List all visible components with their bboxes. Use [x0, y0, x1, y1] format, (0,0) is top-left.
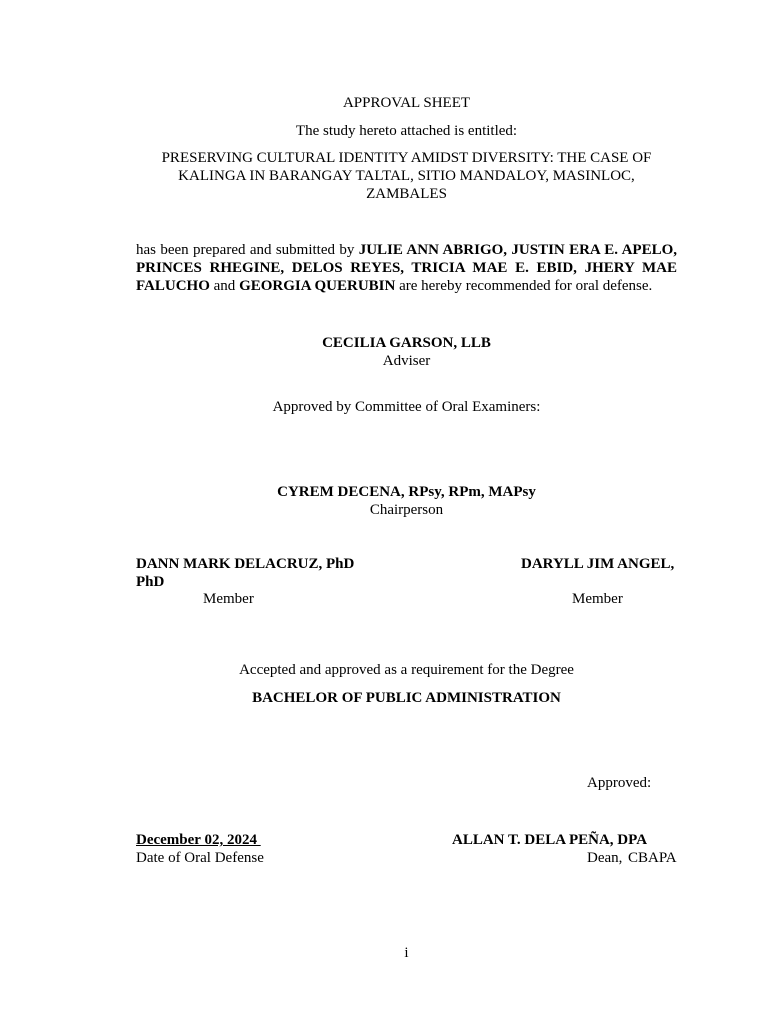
intro-text: The study hereto attached is entitled:	[295, 123, 518, 139]
page-number: i	[404, 945, 409, 961]
dean-name: ALLAN T. DELA PEÑA, DPA	[452, 832, 648, 848]
member-left-role: Member	[203, 591, 254, 607]
degree-name: BACHELOR OF PUBLIC ADMINISTRATION	[252, 690, 561, 706]
chair-name: CYREM DECENA, RPsy, RPm, MAPsy	[277, 484, 536, 500]
committee-intro: Approved by Committee of Oral Examiners:	[272, 399, 541, 415]
member-right-name: DARYLL JIM ANGEL,	[521, 556, 675, 572]
submission-tail: are hereby recommended for oral defense.	[395, 278, 653, 294]
member-left-name-line2: PhD	[136, 574, 165, 590]
authors: JULIE ANN ABRIGO, JUSTIN ERA E. APELO, PRINCES RHEGINE, DELOS REYES, TRICIA MAE E. EBID, JHERY MAE FALUCHO	[136, 242, 677, 294]
degree-intro: Accepted and approved as a requirement for the Degree	[239, 662, 574, 678]
chair-role: Chairperson	[369, 502, 444, 518]
heading: APPROVAL SHEET	[342, 95, 471, 111]
member-left-name: DANN MARK DELACRUZ, PhD	[136, 556, 355, 572]
submission-paragraph	[136, 241, 677, 295]
defense-date-label: Date of Oral Defense	[136, 850, 264, 866]
submission-lead: has been prepared and submitted by	[136, 242, 359, 258]
dean-role: Dean,	[587, 850, 623, 866]
member-right-role: Member	[572, 591, 623, 607]
adviser-name: CECILIA GARSON, LLB	[322, 335, 491, 351]
study-title: PRESERVING CULTURAL IDENTITY AMIDST DIVERSITY: THE CASE OF KALINGA IN BARANGAY TALTAL, SITIO MANDALOY, MASINLOC, ZAMBALES	[161, 150, 652, 202]
approved-label: Approved:	[587, 775, 652, 791]
last-author: GEORGIA QUERUBIN	[239, 278, 396, 294]
defense-date: December 02, 2024	[136, 832, 261, 848]
conjunction: and	[209, 278, 240, 294]
dean-college: CBAPA	[628, 850, 677, 866]
adviser-role: Adviser	[382, 353, 431, 369]
